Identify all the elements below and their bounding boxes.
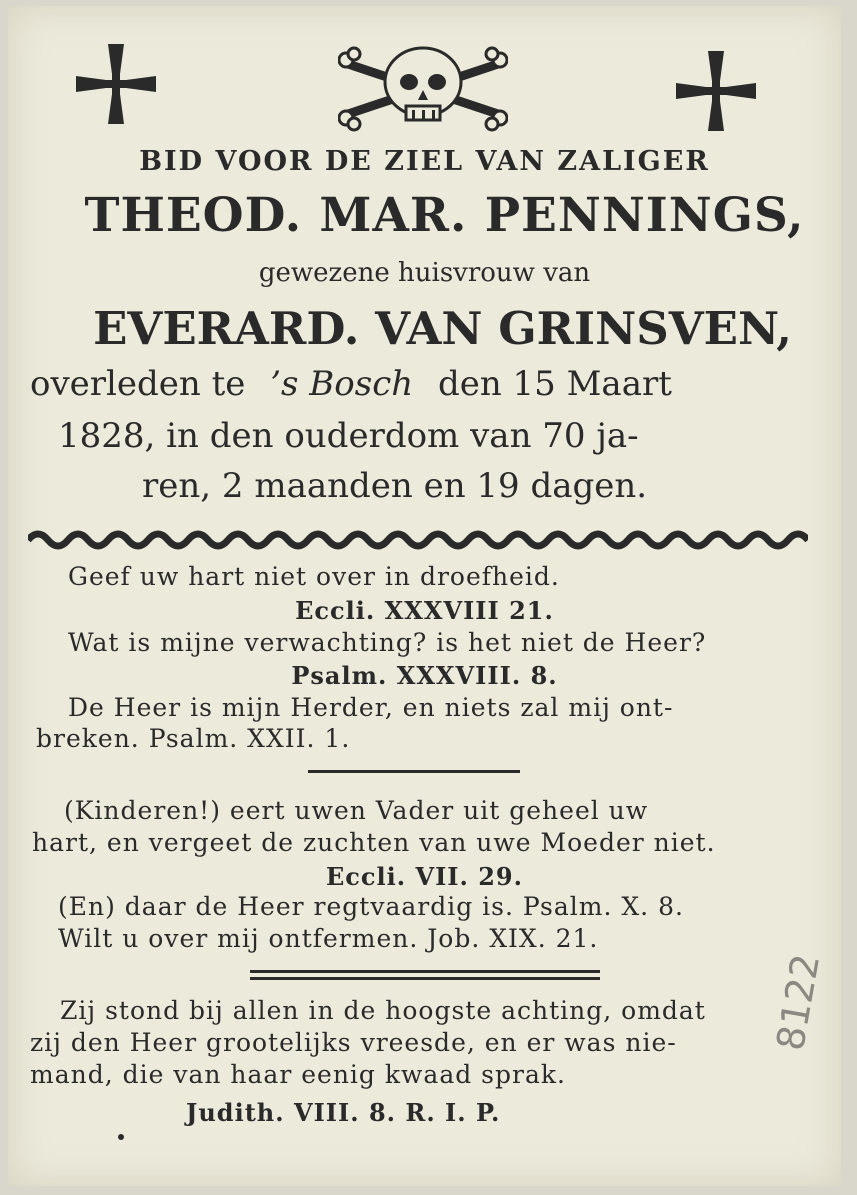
verse-6: Wilt u over mij ontfermen. Job. XIX. 21. [58, 924, 599, 953]
skull-crossbones-icon [338, 44, 508, 134]
double-rule-top [250, 970, 600, 973]
verse-2-ref: Psalm. XXXVIII. 8. [291, 661, 558, 690]
verse-4-ref: Eccli. VII. 29. [325, 862, 523, 891]
verse-1: Geef uw hart niet over in droefheid. [68, 562, 560, 591]
heading: BID VOOR DE ZIEL VAN ZALIGER [139, 146, 710, 177]
death-line-1-pre: overleden te [30, 364, 246, 404]
double-rule-bottom [250, 977, 600, 980]
cross-pattee-icon [676, 51, 756, 131]
cross-pattee-icon [76, 44, 156, 124]
deceased-name: THEOD. MAR. PENNINGS, [84, 188, 805, 243]
death-line-2: 1828, in den ouderdom van 70 ja- [58, 416, 639, 456]
verse-4: (Kinderen!) eert uwen Vader uit geheel uw [64, 796, 649, 825]
relation-text: gewezene huisvrouw van [258, 258, 591, 288]
verse-3-cont: breken. Psalm. XXII. 1. [36, 724, 351, 753]
closing-1: Zij stond bij allen in de hoogste achting, omdat [60, 996, 706, 1025]
divider-rule [308, 770, 520, 773]
closing-2: zij den Heer grootelijks vreesde, en er was nie- [30, 1028, 677, 1057]
husband-name: EVERARD. VAN GRINSVEN, [93, 302, 792, 355]
closing-ref: Judith. VIII. 8. R. I. P. [186, 1098, 501, 1127]
death-line-1-post: den 15 Maart [437, 364, 672, 404]
archive-number: 8122 [768, 950, 829, 1054]
memorial-card [8, 6, 841, 1186]
death-place: ’s Bosch [270, 364, 414, 404]
closing-3: mand, die van haar eenig kwaad sprak. [30, 1060, 566, 1089]
verse-2: Wat is mijne verwachting? is het niet de Heer? [68, 628, 707, 657]
death-line-3: ren, 2 maanden en 19 dagen. [142, 466, 648, 506]
verse-5: (En) daar de Heer regtvaardig is. Psalm. X. 8. [58, 892, 684, 921]
verse-1-ref: Eccli. XXXVIII 21. [295, 596, 554, 625]
verse-3: De Heer is mijn Herder, en niets zal mij ont- [68, 693, 674, 722]
verse-4-cont: hart, en vergeet de zuchten van uwe Moeder niet. [32, 828, 716, 857]
wave-ornament [28, 526, 808, 554]
death-line-1 [30, 364, 857, 404]
ink-dot [118, 1134, 124, 1140]
